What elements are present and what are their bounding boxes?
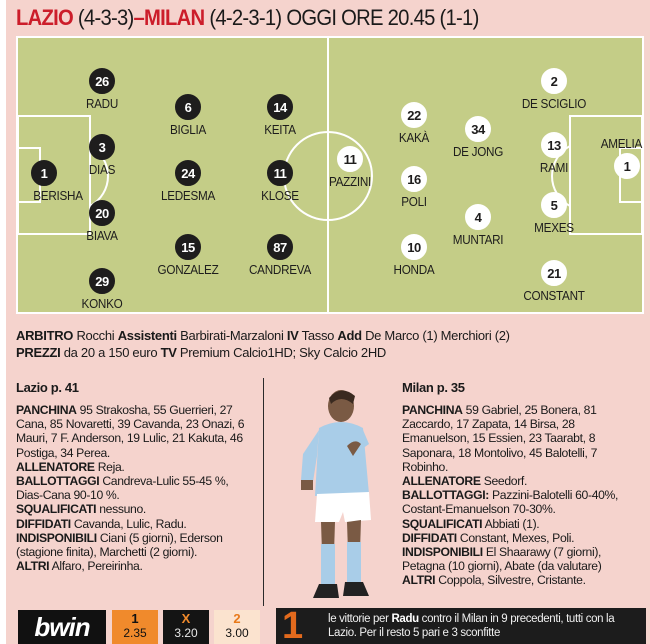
- fact-text: contro il Milan in 9 precedenti, tutti con la Lazio. Per il resto 5 pari e 3 sconfitte: [328, 613, 615, 639]
- label: SQUALIFICATI: [16, 502, 97, 517]
- milan-unavailable: [402, 545, 642, 573]
- value: nessuno.: [99, 502, 146, 517]
- prices-label: PREZZI: [16, 345, 61, 360]
- shirt-number: 22: [401, 102, 427, 128]
- player-name: KLOSE: [261, 188, 299, 203]
- shirt-number: 24: [175, 160, 201, 186]
- player-name: BERISHA: [33, 188, 83, 203]
- player-lazio: [238, 234, 322, 277]
- shirt-number: 26: [89, 68, 115, 94]
- pitch: [16, 36, 644, 314]
- player-milan: [512, 260, 596, 303]
- lazio-unavailable: [16, 531, 254, 559]
- player-photo: [289, 384, 379, 610]
- away-team: MILAN: [144, 5, 205, 30]
- shirt-number: 11: [267, 160, 293, 186]
- bwin-logo: bwin: [18, 610, 106, 644]
- milan-ballots: [402, 488, 642, 516]
- label: BALLOTTAGGI: [16, 474, 100, 489]
- player-name: MEXES: [534, 220, 574, 235]
- prices: da 20 a 150 euro: [63, 345, 158, 360]
- assistants: Barbirati-Marzaloni: [180, 328, 284, 343]
- fact-box: [276, 605, 646, 644]
- column-divider: [263, 378, 264, 606]
- value: 95 Strakosha, 55 Guerrieri, 27 Cana, 85 Novaretti, 39 Cavanda, 23 Onazi, 6 Mauri, 7 F. Anderson, 19 Lulic, 21 Kakuta, 46 Postiga, 34 Perea.: [16, 403, 245, 460]
- player-name: KONKO: [81, 296, 123, 311]
- label: DIFFIDATI: [16, 516, 71, 531]
- fact-text: le vittorie per: [328, 613, 389, 625]
- referee: Rocchi: [76, 328, 115, 343]
- fourth-official: Tasso: [301, 328, 335, 343]
- value: Coppola, Silvestre, Cristante.: [438, 573, 586, 588]
- lazio-warned: [16, 517, 254, 531]
- lazio-suspended: [16, 502, 254, 516]
- player-name: MUNTARI: [452, 232, 504, 247]
- player-name: PAZZINI: [328, 174, 372, 189]
- player-name: RADU: [85, 96, 119, 111]
- match-officials: [16, 327, 646, 361]
- value: Alfaro, Pereirinha.: [51, 559, 143, 574]
- fact-player: Radu: [391, 613, 419, 625]
- home-team: LAZIO: [16, 5, 74, 30]
- player-milan: [566, 134, 646, 179]
- shirt-number: 1: [614, 153, 640, 179]
- player-lazio: [60, 200, 144, 243]
- label: ALLENATORE: [16, 459, 95, 474]
- fourth-official-label: IV: [286, 328, 299, 343]
- player-milan: [436, 204, 520, 247]
- shirt-number: 14: [267, 94, 293, 120]
- shirt-number: 4: [465, 204, 491, 230]
- player-name: CANDREVA: [249, 262, 311, 277]
- player-name: BIGLIA: [169, 122, 207, 137]
- lazio-bench: [16, 403, 254, 460]
- prices-line: [16, 344, 646, 361]
- shirt-number: 13: [541, 132, 567, 158]
- lazio-ballots: [16, 474, 254, 502]
- player-name: KAKÀ: [398, 130, 430, 145]
- additional-officials: De Marco (1) Merchiori (2): [365, 328, 510, 343]
- shirt-number: 6: [175, 94, 201, 120]
- player-name: LEDESMA: [160, 188, 216, 203]
- away-formation: (4-2-3-1): [209, 5, 282, 30]
- player-lazio: [60, 268, 144, 311]
- label: ALTRI: [16, 559, 50, 574]
- label: BALLOTTAGGI:: [402, 488, 489, 503]
- shirt-number: 11: [337, 146, 363, 172]
- milan-title: Milan p. 35: [402, 380, 465, 395]
- shirt-number: 15: [175, 234, 201, 260]
- player-name: KEITA: [264, 122, 296, 137]
- player-name: POLI: [401, 194, 427, 209]
- shirt-number: 2: [541, 68, 567, 94]
- player-milan: [512, 68, 596, 111]
- label: SQUALIFICATI: [402, 516, 483, 531]
- label: PANCHINA: [402, 403, 463, 417]
- label: INDISPONIBILI: [402, 545, 483, 560]
- milan-bench: [402, 403, 642, 474]
- shirt-number: 5: [541, 192, 567, 218]
- kickoff-time: OGGI ORE 20.45 (1-1): [286, 5, 479, 30]
- player-lazio: [146, 94, 230, 137]
- label: PANCHINA: [16, 403, 77, 417]
- player-milan: [372, 166, 456, 209]
- player-name: BIAVA: [86, 228, 118, 243]
- officials-line: [16, 327, 646, 344]
- odds-draw: [163, 610, 209, 644]
- shirt-number: 1: [31, 160, 57, 186]
- player-name: DE SCIGLIO: [521, 96, 587, 111]
- shirt-number: 10: [401, 234, 427, 260]
- value: Constant, Mexes, Poli.: [459, 530, 575, 545]
- player-milan: [512, 192, 596, 235]
- player-lazio: [238, 94, 322, 137]
- player-name: HONDA: [393, 262, 435, 277]
- value: Pazzini-Balotelli 60-40%, Costant-Emanuelson 70-30%.: [402, 488, 619, 517]
- odds-home: [112, 610, 158, 644]
- label: ALLENATORE: [402, 474, 481, 489]
- tv-label: TV: [160, 345, 177, 360]
- odds-symbol: 1: [131, 611, 139, 626]
- odds-value: 2.35: [123, 626, 147, 640]
- value: Cavanda, Lulic, Radu.: [73, 516, 187, 531]
- player-lazio: [146, 234, 230, 277]
- headline-separator: –: [133, 5, 145, 30]
- milan-warned: [402, 531, 642, 545]
- player-name: AMELIA: [600, 136, 642, 151]
- player-milan: [436, 116, 520, 159]
- shirt-number: 3: [89, 134, 115, 160]
- shirt-number: 34: [465, 116, 491, 142]
- odds-away: [214, 610, 260, 644]
- value: 59 Gabriel, 25 Bonera, 81 Zaccardo, 17 Zapata, 14 Birsa, 28 Emanuelson, 15 Essien, 23 Taarabt, 8 Saponara, 18 Montolivo, 45 Balotelli, 7 Robinho.: [402, 403, 598, 474]
- milan-others: [402, 573, 642, 587]
- milan-coach: [402, 474, 642, 488]
- value: Seedorf.: [483, 474, 527, 489]
- player-name: DIAS: [88, 162, 116, 177]
- label: INDISPONIBILI: [16, 530, 97, 545]
- value: Abbiati (1).: [484, 516, 540, 531]
- lazio-title: Lazio p. 41: [16, 380, 79, 395]
- value: Candreva-Lulic 55-45 %, Dias-Cana 90-10 %.: [16, 474, 229, 503]
- milan-column: [402, 381, 642, 588]
- player-lazio: [2, 160, 86, 203]
- shirt-number: 29: [89, 268, 115, 294]
- referee-label: ARBITRO: [16, 328, 74, 343]
- milan-suspended: [402, 517, 642, 531]
- label: ALTRI: [402, 573, 436, 588]
- player-name: CONSTANT: [523, 288, 585, 303]
- shirt-number: 87: [267, 234, 293, 260]
- home-formation: (4-3-3): [77, 5, 134, 30]
- player-name: DE JONG: [452, 144, 504, 159]
- shirt-number: 21: [541, 260, 567, 286]
- tv-channels: Premium Calcio1HD; Sky Calcio 2HD: [179, 345, 387, 360]
- player-lazio: [60, 68, 144, 111]
- match-headline: [16, 2, 605, 34]
- value: Ciani (5 giorni), Ederson (stagione finita), Marchetti (2 giorni).: [16, 530, 223, 560]
- value: El Shaarawy (7 giorni), Petagna (10 giorni), Abate (da valutare): [402, 545, 602, 574]
- value: Reja.: [97, 459, 125, 474]
- shirt-number: 16: [401, 166, 427, 192]
- odds-symbol: 2: [233, 611, 241, 626]
- odds-value: 3.00: [225, 626, 249, 640]
- additional-label: Add: [337, 328, 362, 343]
- odds-value: 3.20: [174, 626, 198, 640]
- assistants-label: Assistenti: [117, 328, 177, 343]
- odds-symbol: X: [181, 611, 191, 626]
- fact-number: 1: [282, 605, 303, 644]
- label: DIFFIDATI: [402, 530, 457, 545]
- player-lazio: [146, 160, 230, 203]
- lazio-others: [16, 559, 254, 573]
- player-name: GONZALEZ: [157, 262, 219, 277]
- player-name: RAMI: [539, 160, 569, 175]
- shirt-number: 20: [89, 200, 115, 226]
- lazio-coach: [16, 460, 254, 474]
- lazio-column: [16, 381, 254, 573]
